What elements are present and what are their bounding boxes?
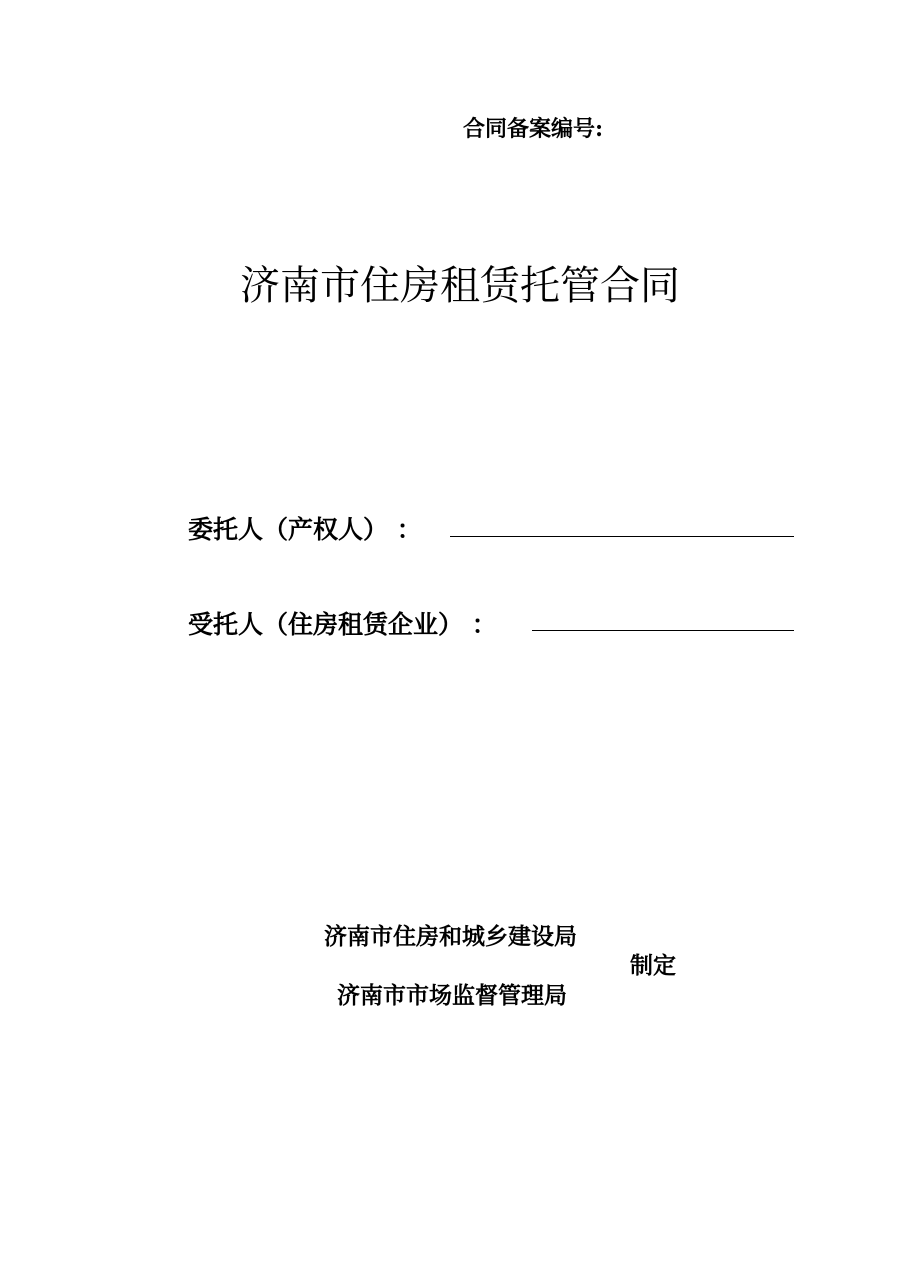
- record-number-label: 合同备案编号:: [463, 116, 604, 142]
- enacted-label: 制定: [630, 952, 676, 979]
- page-title: 济南市住房租赁托管合同: [240, 263, 680, 309]
- issuing-authority-housing: 济南市住房和城乡建设局: [324, 923, 577, 950]
- principal-label: 委托人（产权人） ：: [188, 515, 422, 544]
- issuing-authority-market: 济南市市场监督管理局: [337, 982, 567, 1009]
- trustee-blank-line: [532, 630, 794, 631]
- principal-blank-line: [450, 536, 794, 537]
- trustee-label: 受托人（住房租赁企业） ：: [188, 610, 497, 639]
